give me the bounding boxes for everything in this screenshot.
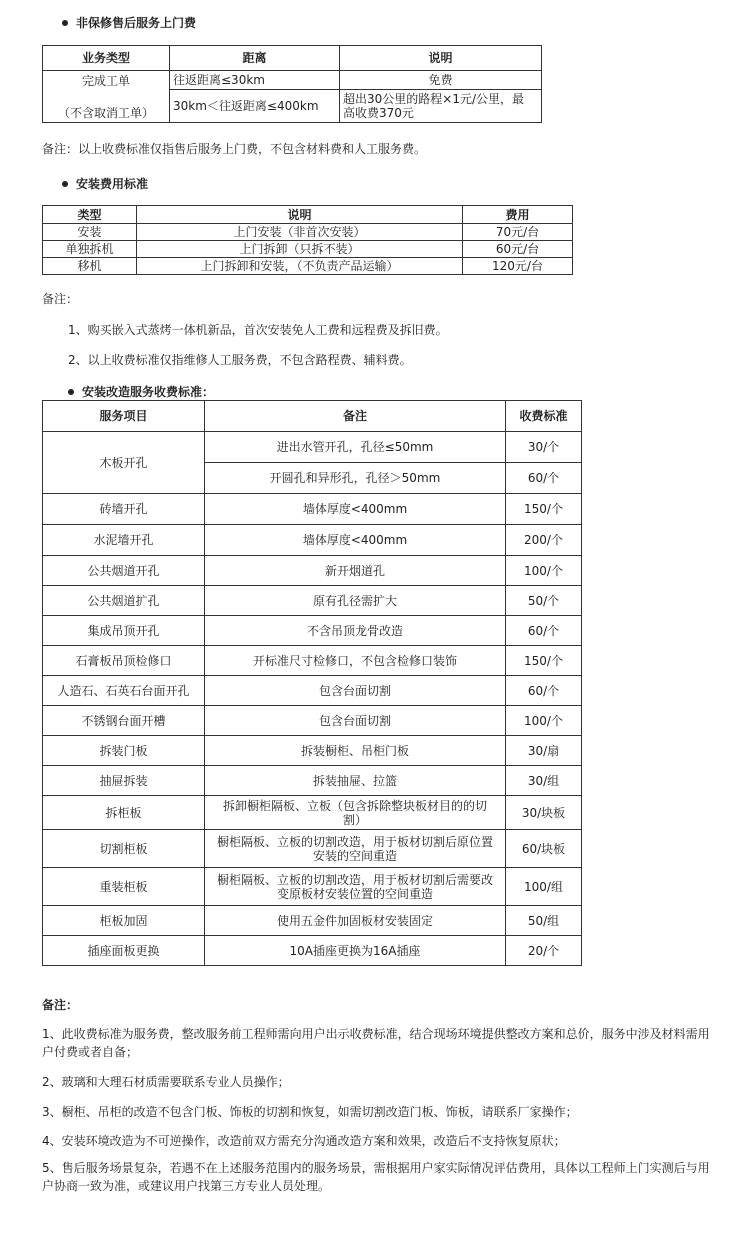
table-row: 重装柜板 橱柜隔板、立板的切割改造，用于板材切割后需要改 变原板材安装位置的空间重造 100/组 [43,868,582,906]
service-item-cell: 木板开孔 [43,432,205,494]
distance-cell: 30km＜往返距离≤400km [170,90,340,123]
section-heading-install-fee: 安装费用标准 [62,176,148,192]
install-note-item: 1、购买嵌入式蒸烤一体机新品，首次安装免人工费和远程费及拆旧费。 [68,323,448,337]
table-row: 公共烟道开孔 新开烟道孔 100/个 [43,556,582,586]
table-row: 砖墙开孔 墙体厚度<400mm 150/个 [43,494,582,525]
install-fee-table [42,205,573,275]
install-note-item: 2、以上收费标准仅指维修人工服务费，不包含路程费、辅料费。 [68,353,412,367]
table-row: 集成吊顶开孔 不含吊顶龙骨改造 60/个 [43,616,582,646]
table-row: 插座面板更换 10A插座更换为16A插座 20/个 [43,936,582,966]
business-type-cell: 完成工单 （不含取消工单） [43,71,170,123]
renovation-note-item: 1、此收费标准为服务费，整改服务前工程师需向用户出示收费标准，结合现场环境提供整改方案和总价，服务中涉及材料需用户付费或者自备； [42,1027,710,1059]
table-header: 费用 [463,206,573,224]
distance-cell: 往返距离≤30km [170,71,340,90]
renovation-fee-table [42,400,582,966]
bullet-icon [62,181,68,187]
table-row: 单独拆机 上门拆卸（只拆不装） 60元/台 [43,241,573,258]
table-row: 水泥墙开孔 墙体厚度<400mm 200/个 [43,525,582,556]
renovation-note-item: 2、玻璃和大理石材质需要联系专业人员操作； [42,1075,290,1089]
table-header: 说明 [137,206,463,224]
door-fee-table [42,45,542,123]
door-fee-note: 备注：以上收费标准仅指售后服务上门费，不包含材料费和人工服务费。 [42,142,427,156]
table-row: 不锈钢台面开槽 包含台面切割 100/个 [43,706,582,736]
table-row: 拆装门板 拆装橱柜、吊柜门板 30/扇 [43,736,582,766]
table-header: 备注 [205,401,506,432]
table-row: 安装 上门安装（非首次安装） 70元/台 [43,224,573,241]
table-row: 公共烟道扩孔 原有孔径需扩大 50/个 [43,586,582,616]
table-row: 拆柜板 拆卸橱柜隔板、立板（包含拆除整块板材目的的切 割） 30/块板 [43,796,582,830]
renovation-note-item: 5、售后服务场景复杂，若遇不在上述服务范围内的服务场景，需根据用户家实际情况评估费用，具体以工程师上门实测后与用户协商一致为准，或建议用户找第三方专业人员处理。 [42,1161,710,1193]
table-header: 服务项目 [43,401,205,432]
desc-cell: 超出30公里的路程×1元/公里，最 高收费370元 [340,90,542,123]
bullet-icon [68,389,74,395]
table-header: 距离 [170,46,340,71]
bullet-icon [62,20,68,26]
table-header: 业务类型 [43,46,170,71]
table-row: 木板开孔 进出水管开孔，孔径≤50mm 30/个 [43,432,582,463]
table-header: 说明 [340,46,542,71]
table-row: 抽屉拆装 拆装抽屉、拉篮 30/组 [43,766,582,796]
renovation-note-title: 备注： [42,998,79,1012]
renovation-note-item: 3、橱柜、吊柜的改造不包含门板、饰板的切割和恢复，如需切割改造门板、饰板，请联系厂家操作； [42,1105,578,1119]
section-heading-renovation-fee: 安装改造服务收费标准： [68,384,214,400]
section-heading-door-fee: 非保修售后服务上门费 [62,15,196,31]
table-row: 石膏板吊顶检修口 开标准尺寸检修口，不包含检修口装饰 150/个 [43,646,582,676]
desc-cell: 免费 [340,71,542,90]
table-row: 移机 上门拆卸和安装，（不负责产品运输） 120元/台 [43,258,573,275]
table-header: 收费标准 [506,401,582,432]
table-row: 柜板加固 使用五金件加固板材安装固定 50/组 [43,906,582,936]
table-header: 类型 [43,206,137,224]
install-note-title: 备注： [42,292,79,306]
renovation-note-item: 4、安装环境改造为不可逆操作，改造前双方需充分沟通改造方案和效果，改造后不支持恢复原状； [42,1134,566,1148]
table-row: 开圆孔和异形孔，孔径＞50mm 60/个 [43,463,582,494]
table-row: 人造石、石英石台面开孔 包含台面切割 60/个 [43,676,582,706]
table-row: 切割柜板 橱柜隔板、立板的切割改造，用于板材切割后原位置 安装的空间重造 60/块板 [43,830,582,868]
